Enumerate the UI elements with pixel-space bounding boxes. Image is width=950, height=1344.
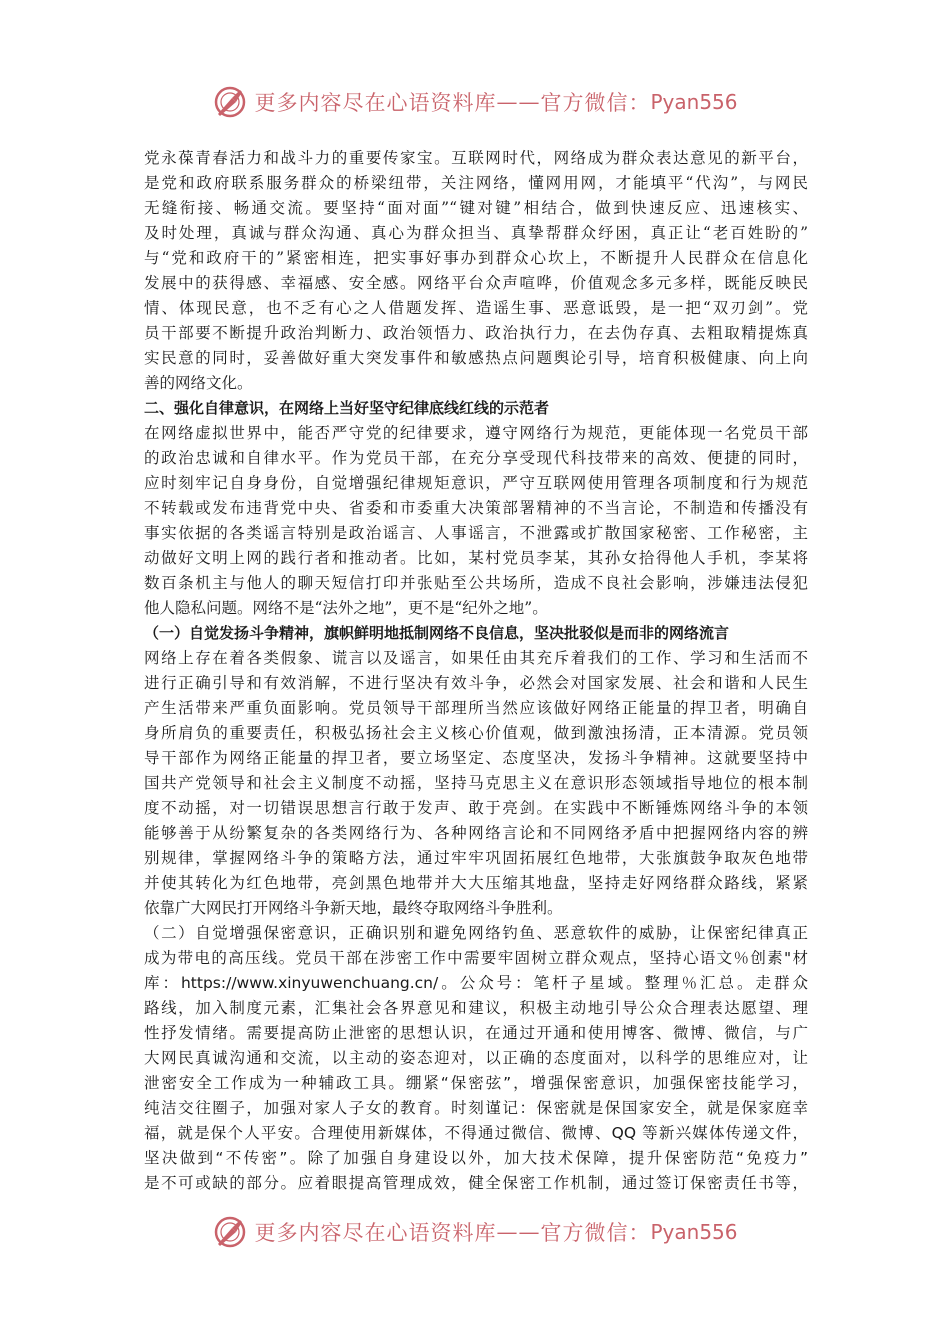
text-line: 应时刻牢记自身身份，自觉增强纪律规矩意识，严守互联网使用管理各项制度和行为规范 (144, 474, 808, 492)
text-line: 纯洁交往圈子，加强对家人子女的教育。时刻谨记：保密就是保国家安全，就是保家庭幸 (144, 1099, 808, 1117)
paragraph-3 (144, 646, 808, 921)
pen-nib-circle-icon (212, 1214, 248, 1250)
banner-label: 官方微信： (540, 1221, 651, 1245)
document-body (144, 146, 808, 1196)
text-line: 产生活带来严重负面影响。党员领导干部理所当然应该做好网络正能量的捍卫者，明确自 (144, 699, 808, 717)
banner-separator: —— (496, 90, 541, 114)
pen-nib-circle-icon (212, 84, 248, 120)
text-line: 是不可或缺的部分。应着眼提高管理成效，健全保密工作机制，通过签订保密责任书等， (144, 1174, 808, 1192)
text-line: 福，就是保个人平安。合理使用新媒体，不得通过微信、微博、QQ 等新兴媒体传递文件， (144, 1124, 808, 1142)
text-line: 党永葆青春活力和战斗力的重要传家宝。互联网时代，网络成为群众表达意见的新平台， (144, 149, 808, 167)
footer-banner (0, 1212, 950, 1252)
text-line: 坚决做到“不传密”。除了加强自身建设以外，加大技术保障，提升保密防范“免疫力” (144, 1149, 808, 1167)
text-line: 依靠广大网民打开网络斗争新天地，最终夺取网络斗争胜利。 (144, 899, 563, 917)
paragraph-2 (144, 421, 808, 621)
paragraph-4 (144, 921, 808, 1196)
banner-wechat-id: Pyan556 (650, 90, 738, 114)
header-banner (0, 82, 950, 122)
text-line: 动做好文明上网的践行者和推动者。比如，某村党员李某，其孙女拾得他人手机，李某将 (144, 549, 808, 567)
text-line: 并使其转化为红色地带，亮剑黑色地带并大大压缩其地盘，坚持走好网络群众路线，紧紧 (144, 874, 808, 892)
text-line: 进行正确引导和有效消解，不进行坚决有效斗争，必然会对国家发展、社会和谐和人民生 (144, 674, 808, 692)
text-line: 导干部作为网络正能量的捍卫者，要立场坚定、态度坚决，发扬斗争精神。这就要坚持中 (144, 749, 808, 767)
text-line: 的政治忠诚和自律水平。作为党员干部，在充分享受现代科技带来的高效、便捷的同时， (144, 449, 808, 467)
text-line: 数百条机主与他人的聊天短信打印并张贴至公共场所，造成不良社会影响，涉嫌违法侵犯 (144, 574, 808, 592)
text-line: 在网络虚拟世界中，能否严守党的纪律要求，遵守网络行为规范，更能体现一名党员干部 (144, 424, 808, 442)
text-line: 不转载或发布违背党中央、省委和市委重大决策部署精神的不当言论，不制造和传播没有 (144, 499, 808, 517)
banner-separator: —— (496, 1220, 541, 1244)
section-heading-2: 二、强化自律意识，在网络上当好坚守纪律底线红线的示范者 (144, 399, 550, 417)
text-line: 泄密安全工作成为一种辅政工具。绷紧“保密弦”，增强保密意识，加强保密技能学习， (144, 1074, 808, 1092)
text-line: 大网民真诚沟通和交流，以主动的姿态迎对，以正确的态度面对，以科学的思维应对，让 (144, 1049, 808, 1067)
text-line: 情、体现民意，也不乏有心之人借题发挥、造谣生事、恶意诋毁，是一把“双刃剑”。党 (144, 299, 808, 317)
text-line: 发展中的获得感、幸福感、安全感。网络平台众声喧哗，价值观念多元多样，既能反映民 (144, 274, 808, 292)
text-line: 库：https://www.xinyuwenchuang.cn/。公众号：笔杆子星域。整理％汇总。走群众 (144, 974, 808, 992)
text-line: 事实依据的各类谣言特别是政治谣言、人事谣言，不泄露或扩散国家秘密、工作秘密，主 (144, 524, 808, 542)
text-line: （二）自觉增强保密意识，正确识别和避免网络钓鱼、恶意软件的威胁，让保密纪律真正 (144, 924, 808, 942)
paragraph-1 (144, 146, 808, 396)
text-line: 度不动摇，对一切错误思想言行敢于发声、敢于亮剑。在实践中不断锤炼网络斗争的本领 (144, 799, 808, 817)
subsection-heading-1: （一）自觉发扬斗争精神，旗帜鲜明地抵制网络不良信息，坚决批驳似是而非的网络流言 (144, 624, 730, 642)
text-line: 能够善于从纷繁复杂的各类网络行为、各种网络言论和不同网络矛盾中把握网络内容的辨 (144, 824, 808, 842)
text-line: 身所肩负的重要责任，积极弘扬社会主义核心价值观，做到激浊扬清，正本清源。党员领 (144, 724, 808, 742)
text-line: 员干部要不断提升政治判断力、政治领悟力、政治执行力，在去伪存真、去粗取精提炼真 (144, 324, 808, 342)
text-line: 别规律，掌握网络斗争的策略方法，通过牢牢巩固拓展红色地带，大张旗鼓争取灰色地带 (144, 849, 808, 867)
text-line: 网络上存在着各类假象、谎言以及谣言，如果任由其充斥着我们的工作、学习和生活而不 (144, 649, 808, 667)
text-line: 及时处理，真诚与群众沟通、真心为群众担当、真挚帮群众纾困，真正让“老百姓盼的” (144, 224, 808, 242)
banner-title: 更多内容尽在心语资料库 (254, 1221, 497, 1245)
text-line: 国共产党领导和社会主义制度不动摇，坚持马克思主义在意识形态领域指导地位的根本制 (144, 774, 808, 792)
text-line: 实民意的同时，妥善做好重大突发事件和敏感热点问题舆论引导，培育积极健康、向上向 (144, 349, 808, 367)
banner-wechat-id: Pyan556 (650, 1220, 738, 1244)
text-line: 是党和政府联系服务群众的桥梁纽带，关注网络，懂网用网，才能填平“代沟”，与网民 (144, 174, 808, 192)
text-line: 与“党和政府干的”紧密相连，把实事好事办到群众心坎上，不断提升人民群众在信息化 (144, 249, 808, 267)
banner-title: 更多内容尽在心语资料库 (254, 91, 497, 115)
text-line: 善的网络文化。 (144, 374, 253, 392)
text-line: 他人隐私问题。网络不是“法外之地”，更不是“纪外之地”。 (144, 599, 548, 617)
text-line: 路线，加入制度元素，汇集社会各界意见和建议，积极主动地引导公众合理表达愿望、理 (144, 999, 808, 1017)
text-line: 性抒发情绪。需要提高防止泄密的思想认识，在通过开通和使用博客、微博、微信，与广 (144, 1024, 808, 1042)
banner-label: 官方微信： (540, 91, 651, 115)
text-line: 无缝衔接、畅通交流。要坚持“面对面”“键对键”相结合，做到快速反应、迅速核实、 (144, 199, 808, 217)
text-line: 成为带电的高压线。党员干部在涉密工作中需要牢固树立群众观点，坚持心语文％创素"材 (144, 949, 808, 967)
